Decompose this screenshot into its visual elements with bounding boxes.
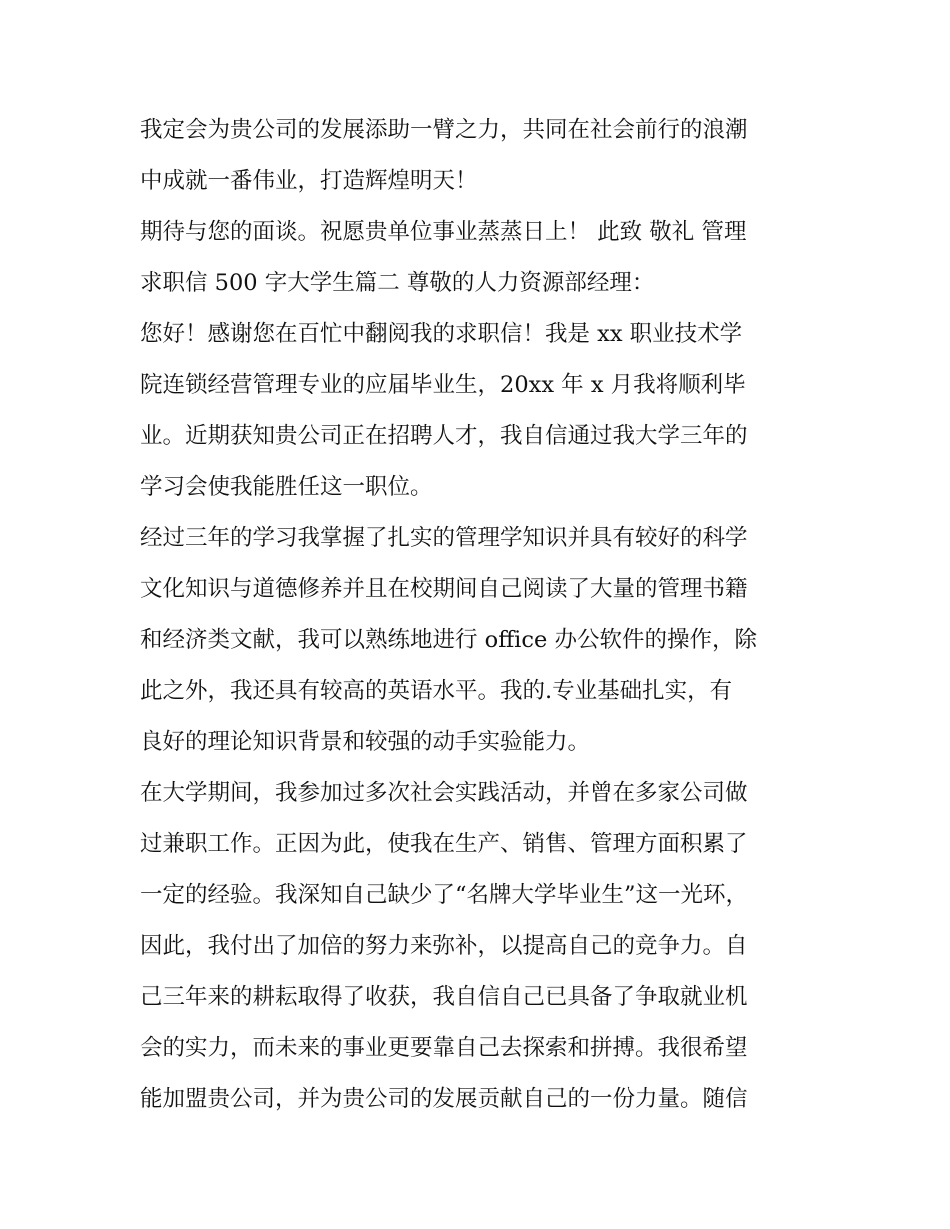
text-line-13: 良好的理论知识背景和较强的动手实验能力。 <box>140 729 591 755</box>
text-line-10: 文化知识与道德修养并且在校期间自己阅读了大量的管理书籍 <box>140 576 748 602</box>
text-line-5: 您好！感谢您在百忙中翻阅我的求职信！我是 xx 职业技术学 <box>140 321 743 347</box>
text-line-3: 期待与您的面谈。祝愿贵单位事业蒸蒸日上！ 此致 敬礼 管理 <box>140 219 747 245</box>
text-line-8: 学习会使我能胜任这一职位。 <box>140 474 433 500</box>
text-line-1: 我定会为贵公司的发展添助一臂之力，共同在社会前行的浪潮 <box>140 117 748 143</box>
text-line-12: 此之外，我还具有较高的英语水平。我的.专业基础扎实，有 <box>140 678 733 704</box>
text-line-7: 业。近期获知贵公司正在招聘人才，我自信通过我大学三年的 <box>140 423 748 449</box>
text-line-16: 一定的经验。我深知自己缺少了“名牌大学毕业生”这一光环， <box>140 882 749 908</box>
text-line-11: 和经济类文献，我可以熟练地进行 office 办公软件的操作，除 <box>140 627 757 653</box>
text-line-4: 求职信 500 字大学生篇二 尊敬的人力资源部经理： <box>140 270 655 296</box>
text-line-20: 能加盟贵公司，并为贵公司的发展贡献自己的一份力量。随信 <box>140 1086 748 1112</box>
text-line-14: 在大学期间，我参加过多次社会实践活动，并曾在多家公司做 <box>140 780 748 806</box>
text-line-15: 过兼职工作。正因为此，使我在生产、销售、管理方面积累了 <box>140 831 748 857</box>
text-line-17: 因此，我付出了加倍的努力来弥补，以提高自己的竞争力。自 <box>140 933 748 959</box>
text-line-9: 经过三年的学习我掌握了扎实的管理学知识并具有较好的科学 <box>140 525 748 551</box>
text-line-2: 中成就一番伟业，打造辉煌明天！ <box>140 168 478 194</box>
text-line-6: 院连锁经营管理专业的应届毕业生，20xx 年 x 月我将顺利毕 <box>140 372 746 398</box>
text-line-18: 己三年来的耕耘取得了收获，我自信自己已具备了争取就业机 <box>140 984 748 1010</box>
text-line-19: 会的实力，而未来的事业更要靠自己去探索和拼搏。我很希望 <box>140 1035 748 1061</box>
document-body <box>140 105 820 1125</box>
